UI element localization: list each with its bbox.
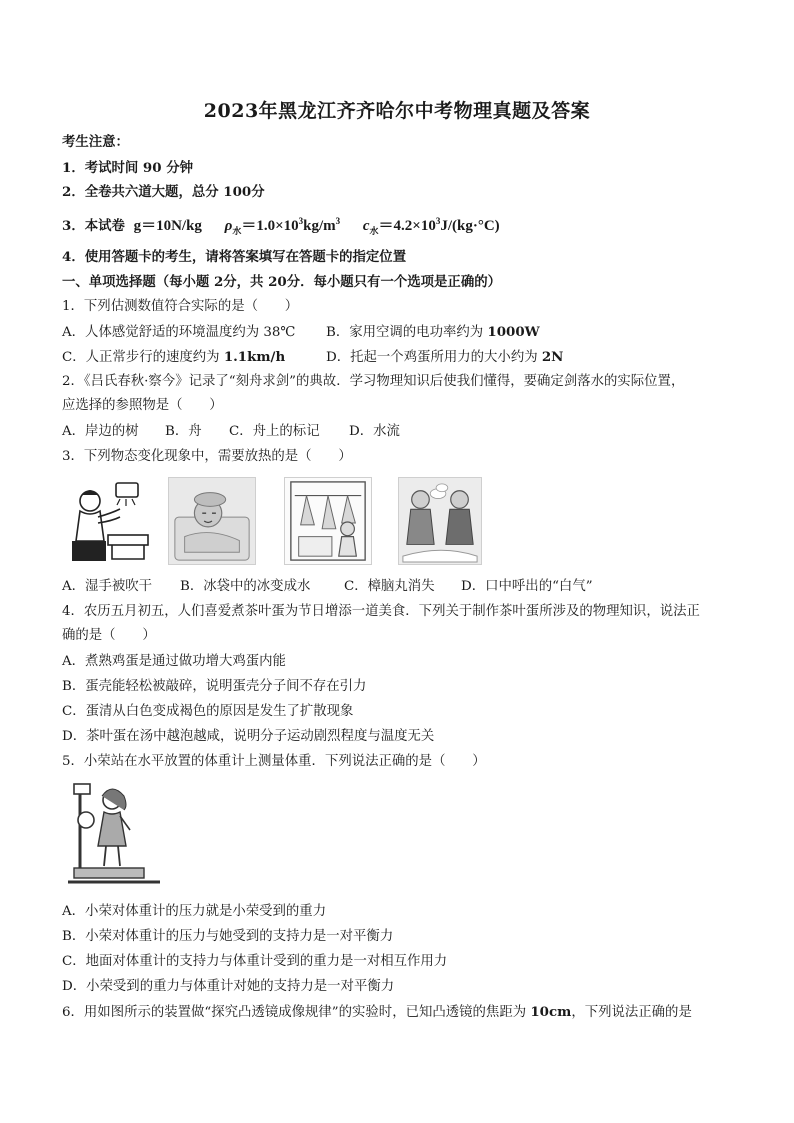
q2-option-d: D．水流 (349, 424, 400, 439)
q6-stem: 6．用如图所示的装置做“探究凸透镜成像规律”的实验时，已知凸透镜的焦距为 10cm，下列说法正确的是 (62, 1004, 692, 1020)
gravity-constant: g＝10N/kg (133, 218, 202, 234)
notice-item-3-prefix: 3．本试卷 (62, 218, 125, 234)
q4-option-d: D．茶叶蛋在汤中越泡越咸，说明分子运动剧烈程度与温度无关 (62, 729, 435, 744)
q1-stem: 1．下列估测数值符合实际的是（ ） (62, 299, 299, 314)
q1-option-a: A．人体感觉舒适的环境温度约为 38℃ (62, 325, 296, 340)
q2-options (62, 423, 400, 441)
q5-option-d: D．小荣受到的重力与体重计对她的支持力是一对平衡力 (62, 979, 395, 994)
notice-item-3 (62, 212, 742, 240)
q5-option-b: B．小荣对体重计的压力与她受到的支持力是一对平衡力 (62, 929, 394, 944)
section-1-heading: 一、单项选择题（每小题 2分，共 20分．每小题只有一个选项是正确的） (62, 274, 501, 290)
notice-item-4: 4．使用答题卡的考生，请将答案填写在答题卡的指定位置 (62, 249, 407, 265)
q5-option-c: C．地面对体重计的支持力与体重计受到的重力是一对相互作用力 (62, 954, 448, 969)
notice-item-2: 2．全卷共六道大题，总分 100分 (62, 184, 265, 200)
wardrobe-figure (284, 477, 372, 565)
q2-option-c: C．舟上的标记 (229, 424, 320, 439)
q4-option-c: C．蛋清从白色变成褐色的原因是发生了扩散现象 (62, 704, 354, 719)
q3-option-a: A．湿手被吹干 (62, 579, 153, 594)
q2-stem-line-1: 2．《吕氏春秋·察今》记录了“刻舟求剑”的典故．学习物理知识后使我们懂得，要确定剑落水的实际位置， (62, 374, 685, 389)
q2-stem-line-2: 应选择的参照物是（ ） (62, 398, 223, 413)
hand-dryer-figure (68, 477, 152, 565)
q3-options (62, 578, 593, 596)
q3-figures (68, 477, 488, 565)
q5-option-a: A．小荣对体重计的压力就是小荣受到的重力 (62, 904, 327, 919)
q3-stem: 3．下列物态变化现象中，需要放热的是（ ） (62, 449, 352, 464)
q4-option-a: A．煮熟鸡蛋是通过做功增大鸡蛋内能 (62, 654, 286, 669)
q2-option-a: A．岸边的树 (62, 424, 139, 439)
q5-stem: 5．小荣站在水平放置的体重计上测量体重．下列说法正确的是（ ） (62, 754, 486, 769)
q2-option-b: B．舟 (165, 424, 202, 439)
q1-option-b: B．家用空调的电功率约为 1000W (326, 324, 540, 340)
ice-bag-figure (168, 477, 256, 565)
notice-item-1: 1．考试时间 90 分钟 (62, 160, 194, 176)
q1-options-row-1 (62, 323, 540, 342)
q4-option-b: B．蛋壳能轻松被敲碎，说明蛋壳分子间不存在引力 (62, 679, 367, 694)
water-specific-heat: $c_水=4.2\times 10^3J/(kg\cdot^\circ C)$ (362, 216, 500, 236)
breath-figure (398, 477, 482, 565)
q4-stem-line-2: 确的是（ ） (62, 628, 156, 643)
notice-heading: 考生注意： (62, 134, 129, 150)
q1-option-c: C．人正常步行的速度约为 1.1km/h (62, 349, 286, 365)
q3-option-c: C．樟脑丸消失 (344, 579, 435, 594)
q1-option-d: D．托起一个鸡蛋所用力的大小约为 2N (326, 349, 564, 365)
q4-stem-line-1: 4．农历五月初五，人们喜爱煮茶叶蛋为节日增添一道美食．下列关于制作茶叶蛋所涉及的物理知识，说法正 (62, 604, 700, 619)
q3-option-b: B．冰袋中的冰变成水 (180, 579, 311, 594)
q1-options-row-2 (62, 348, 563, 367)
water-density: $\rho_水=1.0\times 10^3kg/m^3$ (224, 216, 341, 236)
q3-option-d: D．口中呼出的“白气” (461, 579, 593, 594)
weighing-scale-figure (66, 780, 162, 892)
page-title: 2023年黑龙江齐齐哈尔中考物理真题及答案 (203, 100, 591, 122)
